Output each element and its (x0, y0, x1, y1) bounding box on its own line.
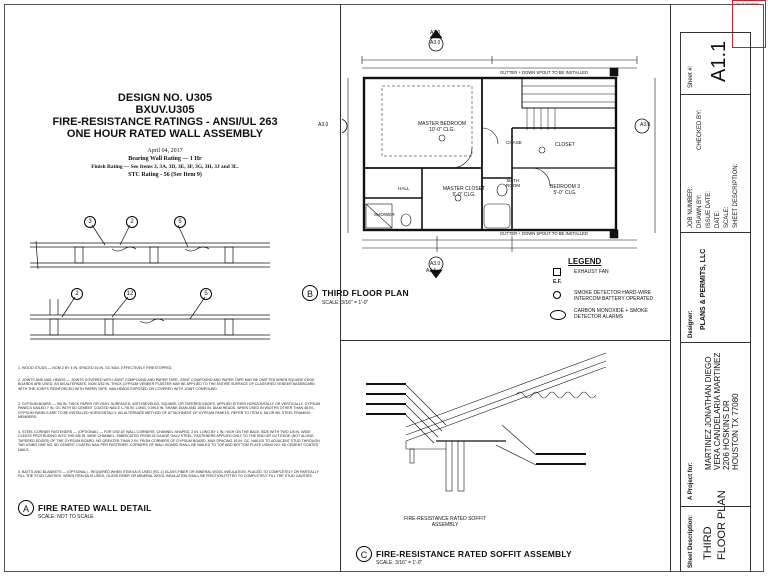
legend-title: LEGEND (568, 257, 602, 266)
legend-smoke-detector: SMOKE DETECTOR HARD-WIRE INTERCOM BATTERY OPERATED (574, 290, 654, 302)
room-bedroom-3-clg: 5'-0" CLG. (553, 190, 577, 196)
designer-label: Designer: (688, 310, 694, 338)
floor-plan-letter: B (302, 285, 318, 301)
room-master-closet-clg: 5'-0" CLG. (452, 192, 476, 198)
room-master-bedroom: MASTER BEDROOM (417, 121, 467, 127)
tb-line-5 (680, 506, 750, 507)
room-hall: HALL (398, 186, 410, 191)
co-detector-icon (550, 310, 566, 320)
section-mark-a11: A1.1 (426, 268, 437, 274)
tb-vline-1 (680, 32, 681, 572)
design-number: DESIGN NO. U305 (117, 92, 213, 104)
wall-detail-title: FIRE RATED WALL DETAIL (38, 503, 152, 513)
description-label: Sheet Description: (688, 514, 694, 568)
note-3: 3. GYPSUM BOARD — 5/8 IN. THICK PAPER OR VINYL SURFACED, WITH BEVELED, SQUARE, OR TAPERED EDGES, APPLIED EITHER HORIZONTALLY OR VERTICALLY. GYPSUM PANELS NAILED 7 IN. OC WITH 6D CEMENT COATED NAILS 1-7/8 IN. LONG, 0.0915 IN. SHANK DIAM AND 15/64 IN. DIAM HEADS. WHEN USED IN WIDTHS OTHER THAN 48 IN., GYPSUM PANELS ARE TO BE INSTALLED HORIZONTALLY. AN ALTERNATE METHOD OF ATTACHMENT OF GYPSUM PANELS, REFER TO ITEM 6, 6A OR 6B, STEEL FRAMING MEMBERS. (18, 402, 321, 420)
floor-plan-title: THIRD FLOOR PLAN (322, 288, 409, 298)
sheet-desc-label: SHEET DESCRIPTION: (733, 163, 739, 228)
callout-2: 2 (126, 216, 138, 228)
divider-titleblock (670, 4, 671, 572)
section-mark-right: A3.0 (640, 122, 651, 128)
design-rating: FIRE-RESISTANCE RATINGS - ANSI/UL 263 (52, 116, 278, 128)
design-date: April 04, 2017 (147, 148, 183, 154)
legend-ef: E.F. (553, 279, 562, 285)
address-2: HOUSTON TX 77080 (731, 393, 740, 470)
issue-date-label: ISSUE DATE: (706, 191, 712, 228)
gutter-bottom-label: GUTTER + DOWN SPOUT TO BE INSTALLED (500, 231, 588, 236)
callout-12: 12 (124, 288, 136, 300)
note-2: 2. JOINTS AND NAIL HEADS — JOINTS COVERED WITH JOINT COMPOUND AND PAPER TAPE. JOINT COMPOUND AND PAPER TAPE MAY BE OMITTED WHEN SQUARE EDGE BOARDS ARE USED. AS AN ALTERNATE, NOM 3/32 IN. THICK GYPSUM VENEER PLASTER MAY BE APPLIED TO THE ENTIRE SURFACE OF CLASSIFIED VENEER BASEBOARD WITH THE JOINTS REINFORCED WITH PAPER TAPE. NAILHEADS EXPOSED OR COVERED WITH JOINT COMPOUND. (18, 378, 316, 391)
sheet-label: Sheet #: (688, 65, 694, 88)
room-shower: SHOWER (374, 212, 395, 217)
callout-5b: 5 (200, 288, 212, 300)
tb-line-4 (680, 342, 750, 343)
soffit-title: FIRE-RESISTANCE RATED SOFFIT ASSEMBLY (376, 549, 572, 559)
room-master-closet: MASTER CLOSET (442, 186, 486, 192)
design-bxuv: BXUV.U305 (135, 104, 195, 116)
city-stamp-text: City of Houston (734, 2, 759, 6)
wall-detail-letter: A (18, 500, 34, 516)
floor-plan-scale: SCALE: 3/16" = 1'-0" (322, 300, 369, 306)
project-label: A Project for: (688, 462, 694, 500)
room-master-bedroom-clg: 10'-0" CLG. (429, 127, 455, 133)
note-1: 1. WOOD STUDS — NOM 2 BY 4 IN. SPACED 16 IN. OC MAX. EFFECTIVELY FIRESTOPPED. (18, 366, 173, 370)
exhaust-fan-icon (553, 268, 561, 276)
note-5: 5. BATTS AND BLANKETS — (OPTIONAL) - REQUIRED WHEN ITEM 6A IS USED (RC-1) GLASS FIBER OR MINERAL WOOL INSULATION. PLACED TO COMPLETELY OR PARTIALLY FILL THE STUD CAVITIES. WHEN ITEM 6A IS USED, GLASS FIBER OR MINERAL WOOL INSULATION SHALL BE FRICTION-FITTED TO COMPLETELY FILL THE STUD CAVITIES. (18, 470, 319, 479)
design-assembly: ONE HOUR RATED WALL ASSEMBLY (66, 128, 264, 140)
sheet-number: A1.1 (708, 40, 730, 82)
description-line-1: THIRD (702, 526, 714, 560)
date-label: DATE: (715, 210, 721, 228)
description-line-2: FLOOR PLAN (716, 490, 728, 560)
tb-line-3 (680, 232, 750, 233)
finish-rating: Finish Rating — See Items 3, 3A, 3D, 3E, 3F, 3G, 3H, 3J and 3L. (91, 164, 239, 170)
room-bedroom-3: BEDROOM 3 (549, 184, 580, 190)
divider-middle (340, 340, 670, 341)
client-2: VERA CANDELARIA MARTINEZ (713, 352, 722, 470)
drawn-by-label: DRAWN BY: (697, 194, 703, 228)
legend-exhaust-fan: EXHAUST FAN (574, 269, 609, 275)
smoke-detector-icon (553, 291, 561, 299)
section-mark-left: A3.0 (318, 122, 329, 128)
tb-line-2 (680, 94, 750, 95)
note-4: 4. STEEL CORNER FASTENERS — (OPTIONAL) — FOR USE AT WALL CORNERS. CHANNEL SHAPED, 2 IN. LONG BY 1 IN. HIGH ON THE BACK SIDE WITH TWO 1/8 IN. WIDE CLEATS PROTRUDING INTO THE 5/8 IN. WIDE CHANNEL, FABRICATED FROM 24 GAUGE GALV STEEL. FASTENERS APPLIED ONLY TO THE END OR CUT EDGE (NOT ALONG TAPERED EDGES) OF THE GYPSUM BOARD, NO GREATER THAN 2 IN. FROM CORNERS OF GYPSUM BOARD, MAX SPACING 16 IN. OC. NAILED TO ADJACENT STUD THROUGH TAB USING ONE NO. 6D CEMENT COATED NAIL PER FASTENER. CORNERS OF WALL BOARD SHALL BE NAILED TO TOP AND BOTTOM PLATE USING NO. 6D CEMENT COATED NAILS. (18, 430, 320, 452)
callout-3: 3 (84, 216, 96, 228)
floor-plan-drawing (342, 8, 668, 286)
wall-detail-scale: SCALE: NOT TO SCALE (38, 514, 94, 520)
stc-rating: STC Rating - 56 (See Item 9) (128, 172, 202, 178)
city-stamp (732, 0, 766, 48)
tb-line-1 (680, 32, 750, 33)
soffit-caption: FIRE-RESISTANCE RATED SOFFIT ASSEMBLY (404, 516, 486, 528)
gutter-top-label: GUTTER + DOWN SPOUT TO BE INSTALLED (500, 70, 588, 75)
section-mark-bottom: A3.0 (430, 261, 441, 267)
soffit-scale: SCALE: 3/16" = 1'-0" (376, 560, 423, 566)
room-chase: CHASE (506, 140, 522, 145)
section-mark-top: A3.0 (430, 40, 441, 46)
wall-detail-drawing (20, 215, 320, 350)
section-mark-top2: A3.0 (430, 30, 441, 36)
checked-by-label: CHECKED BY: (697, 109, 703, 150)
tb-vline-2 (750, 32, 751, 572)
scale-label: SCALE: (724, 206, 730, 228)
room-closet: CLOSET (554, 142, 575, 148)
job-number-label: JOB NUMBER: (688, 186, 694, 228)
legend-co-detector: CARBON MONOXIDE + SMOKE DETECTOR ALARMS (574, 308, 648, 320)
soffit-letter: C (356, 546, 372, 562)
callout-2b: 2 (71, 288, 83, 300)
room-bathroom: BATH ROOM (505, 178, 521, 188)
callout-5: 5 (174, 216, 186, 228)
bearing-rating: Bearing Wall Rating — 1 Hr (128, 156, 202, 162)
designer-name: PLANS & PERMITS, LLC (700, 248, 707, 330)
address-1: 2206 HOSKINS DR (722, 400, 731, 470)
client-1: MARTINEZ JONATHAN DIEGO (704, 356, 713, 470)
soffit-drawing (346, 345, 666, 545)
